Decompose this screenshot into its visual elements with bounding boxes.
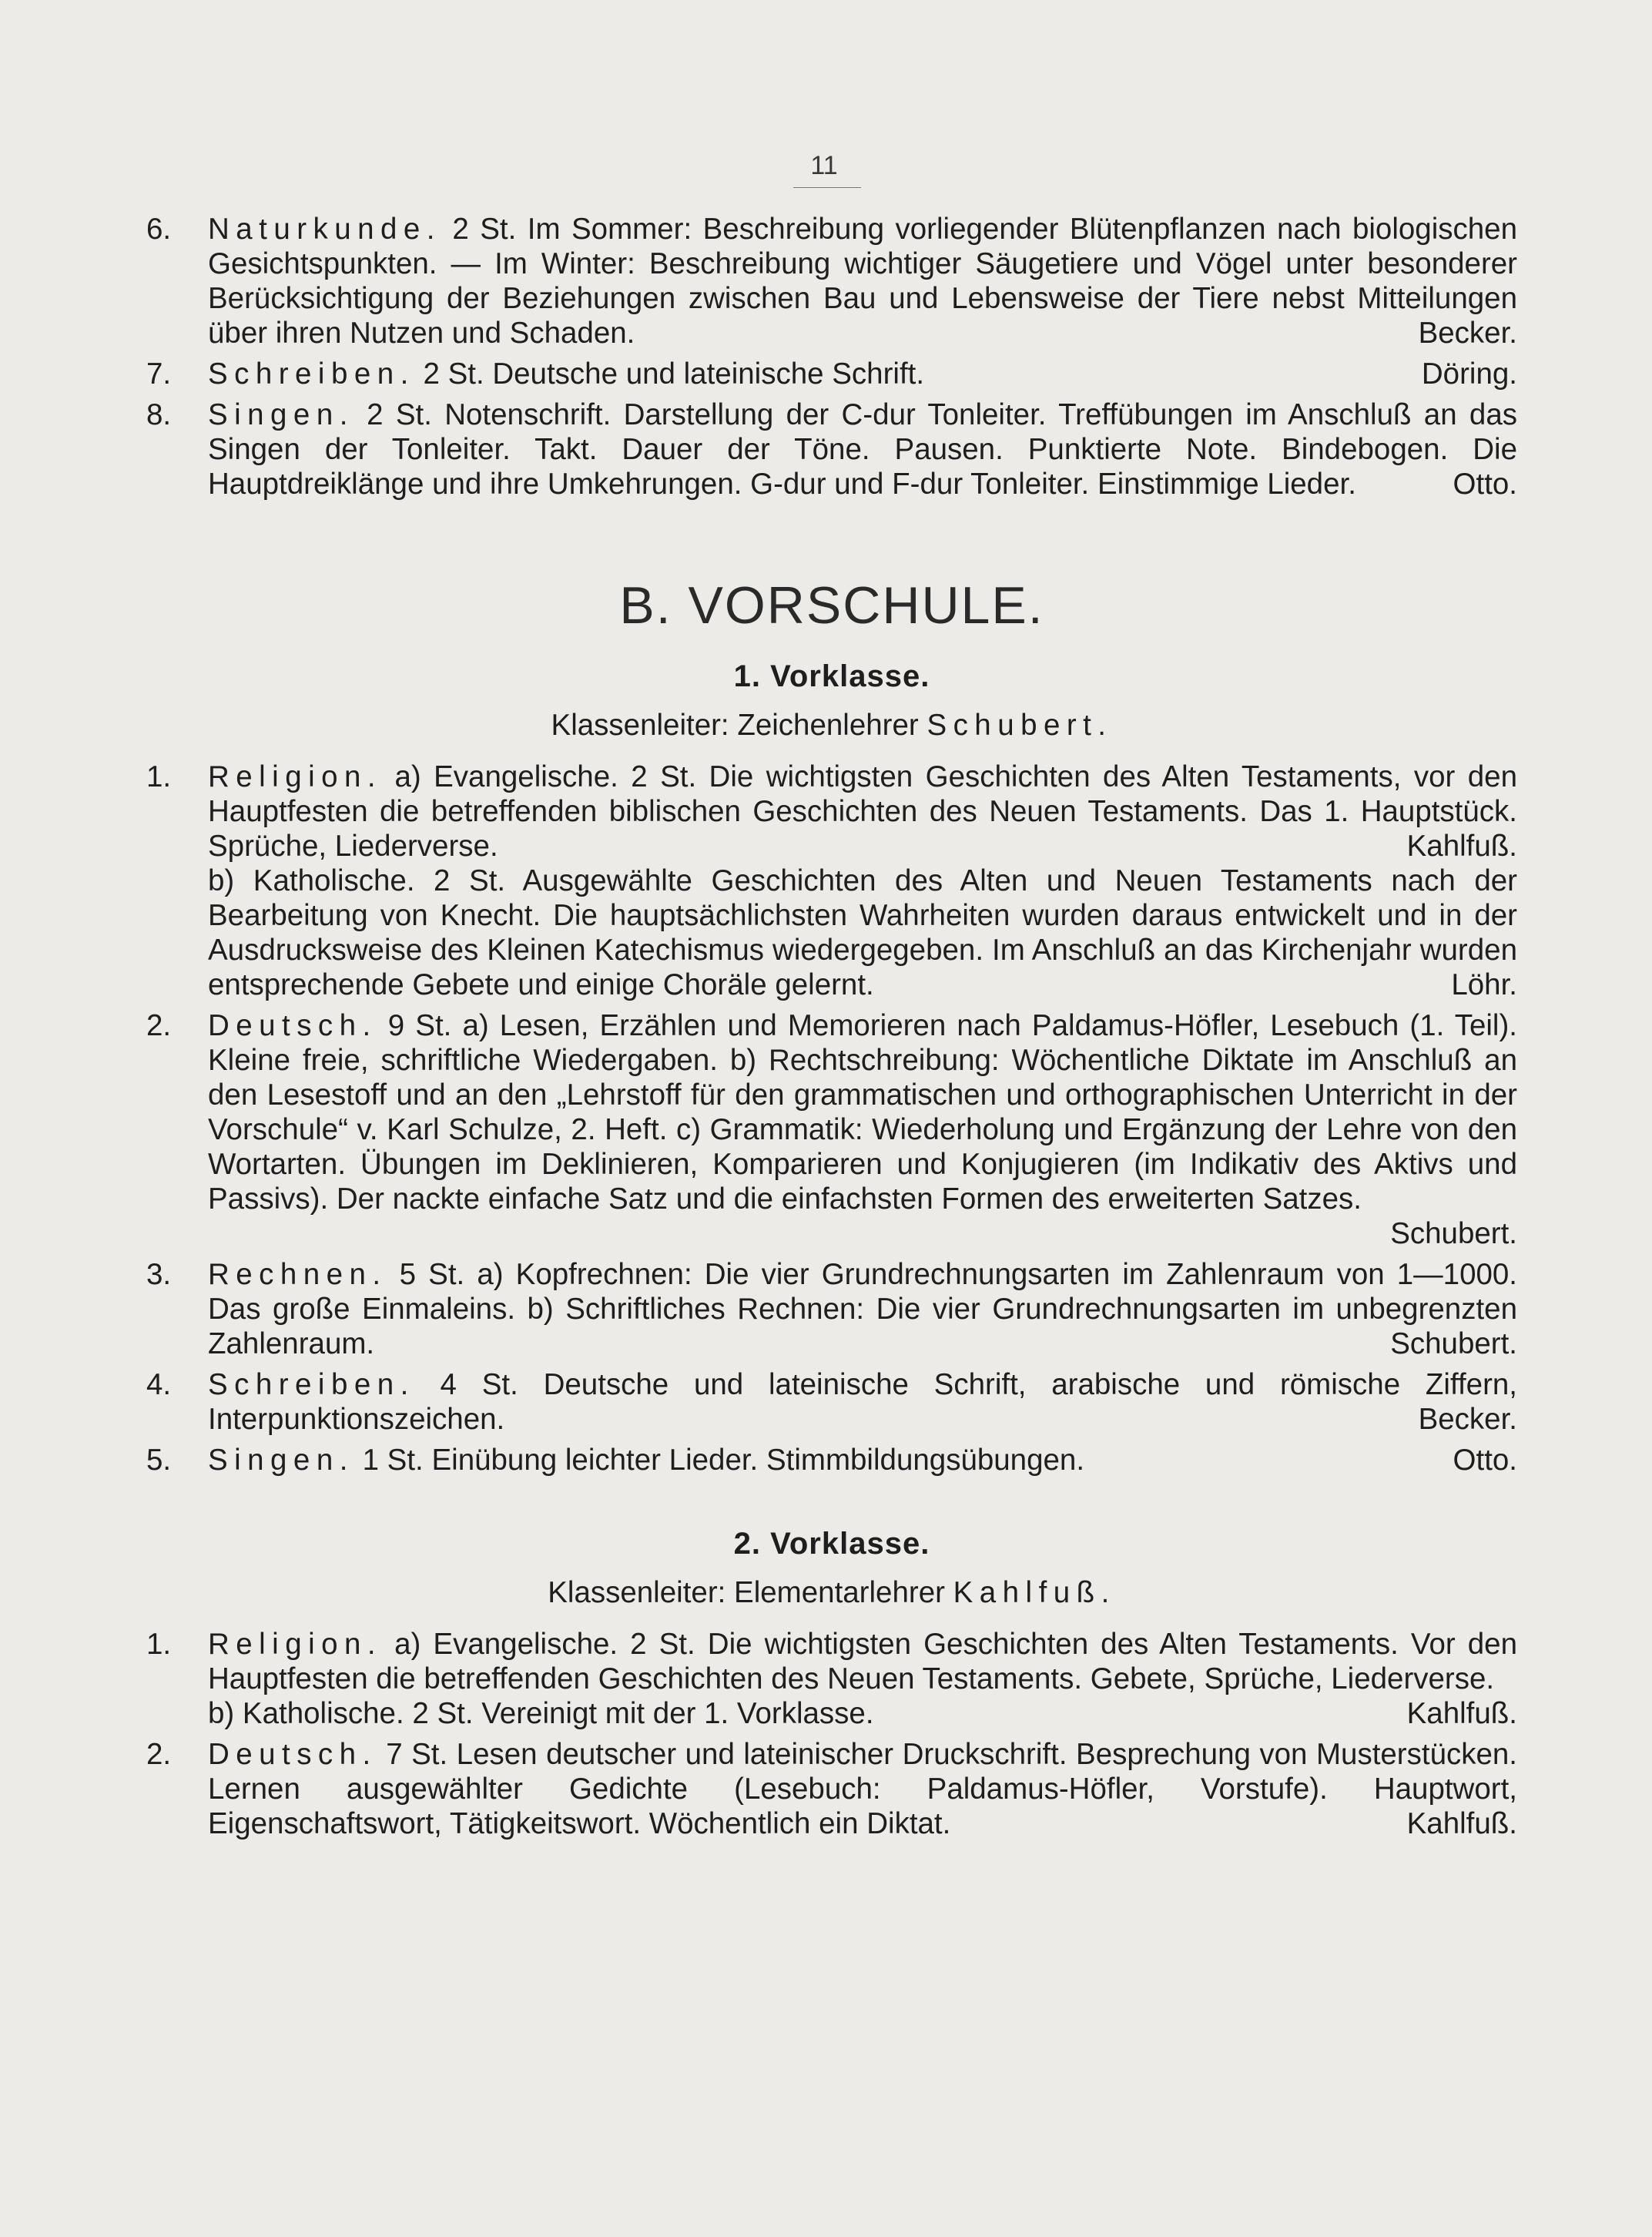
item-number: 1. bbox=[146, 760, 172, 793]
item-text: 7 St. Lesen deutscher und lateinischer Druckschrift. Besprechung von Musterstücken. Lernen ausgewählter Gedichte (Lesebuch: Paldamus-Höfler, Vorstufe). Hauptwort, Eigenschaftswort, Tätigkeitswort. Wöchentlich ein Diktat. bbox=[208, 1738, 1517, 1840]
item-number: 2. bbox=[146, 1009, 172, 1042]
list-item bbox=[146, 1257, 1517, 1361]
item-text: a) Evangelische. 2 St. Die wichtigsten Geschichten des Alten Testaments, vor den Hauptfesten die betreffenden biblischen Geschichten des Neuen Testaments. Das 1. Hauptstück. Sprüche, Liederverse. bbox=[208, 760, 1517, 863]
teacher-name: Döring. bbox=[1421, 357, 1517, 391]
page-content bbox=[146, 212, 1517, 1847]
teacher-name: Becker. bbox=[1418, 1403, 1517, 1436]
class-teacher-name: Kahlfuß. bbox=[953, 1576, 1116, 1609]
teacher-name: Löhr. bbox=[1451, 968, 1517, 1001]
item-text: 9 St. a) Lesen, Erzählen und Memorieren nach Paldamus-Höfler, Lesebuch (1. Teil). Kleine freie, schriftliche Wiedergaben. b) Rechtschreibung: Wöchentliche Diktate im Anschluß an den Lesestoff und an den „Lehrstoff für den grammatischen und orthographischen Unterricht in der Vorschule“ v. Karl Schulze, 2. Heft. c) Grammatik: Wiederholung und Ergänzung der Lehre von den Wortarten. Übungen im Deklinieren, Komparieren und Konjugieren (im Indikativ des Aktivs und Passivs). Der nackte einfache Satz und die einfachsten Formen des erweiterten Satzes. bbox=[208, 1009, 1517, 1216]
item-number: 5. bbox=[146, 1444, 172, 1477]
teacher-name: Kahlfuß. bbox=[1406, 1807, 1517, 1840]
subject-label: Religion. bbox=[208, 760, 383, 793]
item-text: 1 St. Einübung leichter Lieder. Stimmbildungsübungen. bbox=[362, 1444, 1085, 1477]
item-text: 2 St. Im Sommer: Beschreibung vorliegender Blütenpflanzen nach biologischen Gesichtspunkten. — Im Winter: Beschreibung wichtiger Säugetiere und Vögel unter besonderer Berücksichtigung der Beziehungen zwischen Bau und Lebensweise der Tiere nebst Mitteilungen über ihren Nutzen und Schaden. bbox=[208, 213, 1518, 350]
subject-label: Schreiben. bbox=[208, 357, 415, 391]
class-teacher-label: Klassenleiter: Elementarlehrer bbox=[548, 1576, 945, 1609]
class-teacher-line bbox=[146, 1575, 1517, 1610]
subject-label: Naturkunde. bbox=[208, 213, 441, 246]
item-number: 3. bbox=[146, 1258, 172, 1291]
teacher-name: Schubert. bbox=[1390, 1327, 1517, 1360]
class-heading: 1. Vorklasse. bbox=[733, 659, 930, 693]
teacher-name: Schubert. bbox=[1390, 1217, 1517, 1250]
list-item bbox=[146, 1443, 1517, 1477]
item-number: 4. bbox=[146, 1368, 172, 1401]
list-item bbox=[146, 1737, 1517, 1841]
item-number: 7. bbox=[146, 357, 172, 391]
subject-label: Singen. bbox=[208, 398, 354, 431]
item-text: 4 St. Deutsche und lateinische Schrift, arabische und römische Ziffern, Interpunktionszeichen. bbox=[208, 1368, 1517, 1436]
list-item bbox=[146, 357, 1517, 391]
subject-label: Deutsch. bbox=[208, 1009, 377, 1042]
item-text: b) Katholische. 2 St. Vereinigt mit der 1. Vorklasse. bbox=[208, 1697, 874, 1730]
list-item bbox=[146, 1008, 1517, 1251]
subject-label: Religion. bbox=[208, 1628, 383, 1661]
class-teacher-line bbox=[146, 708, 1517, 743]
list-item bbox=[146, 1367, 1517, 1437]
teacher-name: Otto. bbox=[1453, 468, 1517, 501]
teacher-name: Becker. bbox=[1418, 317, 1517, 350]
subject-label: Deutsch. bbox=[208, 1738, 377, 1771]
item-text: 2 St. Notenschrift. Darstellung der C-dur Tonleiter. Treffübungen im Anschluß an das Singen der Tonleiter. Takt. Dauer der Töne. Pausen. Punktierte Note. Bindebogen. Die Hauptdreiklänge und ihre Umkehrungen. G-dur und F-dur Tonleiter. Einstimmige Lieder. bbox=[208, 398, 1517, 501]
page-number: 11 bbox=[810, 151, 838, 180]
page-number-rule bbox=[793, 187, 861, 188]
item-text: a) Evangelische. 2 St. Die wichtigsten Geschichten des Alten Testaments. Vor den Hauptfesten die betreffenden Geschichten des Neuen Testaments. Gebete, Sprüche, Liederverse. bbox=[208, 1628, 1517, 1695]
list-item bbox=[146, 760, 1517, 1002]
teacher-name: Kahlfuß. bbox=[1406, 830, 1517, 863]
item-text: b) Katholische. 2 St. Ausgewählte Geschichten des Alten und Neuen Testaments nach der Bearbeitung von Knecht. Die hauptsächlichsten Wahrheiten wurden daraus entwickelt und in der Ausdrucksweise des Kleinen Katechismus wiedergegeben. Im Anschluß an das Kirchenjahr wurden entsprechende Gebete und einige Choräle gelernt. bbox=[208, 864, 1517, 1001]
item-number: 8. bbox=[146, 398, 172, 431]
teacher-name: Kahlfuß. bbox=[1406, 1697, 1517, 1730]
item-text: 2 St. Deutsche und lateinische Schrift. bbox=[423, 357, 925, 391]
item-number: 2. bbox=[146, 1738, 172, 1771]
section-title: B. VORSCHULE. bbox=[619, 576, 1044, 635]
teacher-name: Otto. bbox=[1453, 1444, 1517, 1477]
list-item bbox=[146, 212, 1517, 350]
subject-label: Schreiben. bbox=[208, 1368, 415, 1401]
subject-label: Rechnen. bbox=[208, 1258, 387, 1291]
class-heading: 2. Vorklasse. bbox=[733, 1527, 930, 1561]
item-number: 1. bbox=[146, 1628, 172, 1661]
subject-label: Singen. bbox=[208, 1444, 354, 1477]
class-teacher-label: Klassenleiter: Zeichenlehrer bbox=[551, 709, 919, 742]
item-number: 6. bbox=[146, 213, 172, 246]
list-item bbox=[146, 397, 1517, 501]
list-item bbox=[146, 1627, 1517, 1731]
item-text: 5 St. a) Kopfrechnen: Die vier Grundrechnungsarten im Zahlenraum von 1—1000. Das große Einmaleins. b) Schriftliches Rechnen: Die vier Grundrechnungsarten im unbegrenzten Zahlenraum. bbox=[208, 1258, 1517, 1360]
class-teacher-name: Schubert. bbox=[927, 709, 1113, 742]
